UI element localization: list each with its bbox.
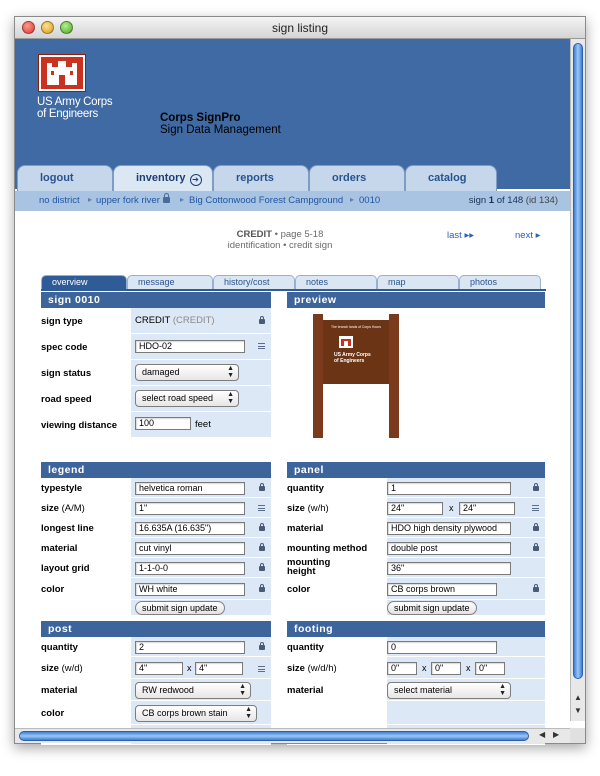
road-speed-select[interactable]: select road speed ▲ ▼	[135, 390, 239, 407]
chevron-right-icon: ▸	[180, 195, 185, 204]
tab-overview[interactable]: overview	[41, 275, 127, 289]
tab-history-cost[interactable]: history/cost	[213, 275, 295, 289]
scroll-left-arrow-icon[interactable]: ◀	[539, 730, 546, 739]
lock-icon	[259, 645, 265, 650]
window-title: sign listing	[271, 21, 329, 35]
scroll-right-arrow-icon[interactable]: ▶	[553, 730, 560, 739]
sign-panel-title: sign 0010	[41, 292, 271, 308]
tab-catalog[interactable]: catalog	[405, 165, 497, 191]
lock-icon	[259, 526, 265, 531]
panel-details-title: panel	[287, 462, 545, 478]
list-icon[interactable]	[258, 666, 265, 672]
post-width-input[interactable]: 4"	[135, 662, 183, 675]
tab-inventory[interactable]: inventory ➔	[113, 165, 213, 191]
legend-submit-button[interactable]: submit sign update	[135, 601, 225, 615]
road-speed-row: road speed select road speed ▲ ▼	[41, 386, 271, 412]
layout-grid-input[interactable]: 1-1-0-0	[135, 562, 245, 575]
main-tabs	[15, 165, 572, 191]
app-name: Corps SignPro Sign Data Management	[160, 112, 281, 136]
legend-size-input[interactable]: 1"	[135, 502, 245, 515]
updown-arrows-icon: ▲ ▼	[227, 391, 234, 405]
post-quantity-input[interactable]: 2	[135, 641, 245, 654]
lock-icon	[259, 546, 265, 551]
preview-logo-line1: US Army Corps	[334, 352, 371, 358]
castle-logo-icon	[39, 55, 85, 91]
list-icon[interactable]	[258, 505, 265, 511]
spec-code-row: spec code HDO-02	[41, 334, 271, 360]
footing-panel-title: footing	[287, 621, 545, 637]
post-depth-input[interactable]: 4"	[195, 662, 243, 675]
panel-width-input[interactable]: 24"	[387, 502, 443, 515]
distance-unit: feet	[195, 419, 211, 430]
sign-counter: sign 1 of 148 (id 134)	[468, 195, 558, 206]
updown-arrows-icon: ▲ ▼	[239, 683, 246, 697]
tab-photos[interactable]: photos	[459, 275, 541, 289]
breadcrumb-project[interactable]: upper fork river	[96, 195, 170, 206]
post-panel: post quantity 2 size (w/d) 4" x 4" material RW redwood ▲ ▼ color CB corps brown stain ▲ ▼	[41, 621, 271, 745]
post-color-select[interactable]: CB corps brown stain ▲ ▼	[135, 705, 257, 722]
panel-height-input[interactable]: 24"	[459, 502, 515, 515]
panel-color-input[interactable]: CB corps brown	[387, 583, 497, 596]
chevron-right-icon: ▸	[350, 195, 355, 204]
footing-panel: footing quantity 0 size (w/d/h) 0" x 0" x 0" material select material ▲ ▼	[287, 621, 545, 745]
lock-icon	[259, 587, 265, 592]
panel-material-input[interactable]: HDO high density plywood	[387, 522, 511, 535]
tab-notes[interactable]: notes	[295, 275, 377, 289]
tab-logout[interactable]: logout	[17, 165, 113, 191]
lock-icon	[259, 566, 265, 571]
tab-map[interactable]: map	[377, 275, 459, 289]
horizontal-scrollbar[interactable]	[15, 728, 572, 743]
scroll-up-arrow-icon[interactable]: ▲	[574, 693, 582, 702]
sign-status-row: sign status damaged ▲ ▼	[41, 360, 271, 386]
post-material-select[interactable]: RW redwood ▲ ▼	[135, 682, 251, 699]
tab-reports[interactable]: reports	[213, 165, 309, 191]
legend-panel-title: legend	[41, 462, 271, 478]
post-panel-title: post	[41, 621, 271, 637]
breadcrumb-site[interactable]: Big Cottonwood Forest Campground	[189, 195, 344, 206]
horizontal-scroll-thumb[interactable]	[19, 731, 529, 741]
footing-depth-input[interactable]: 0"	[431, 662, 461, 675]
chevron-right-icon: ▸	[535, 230, 541, 241]
footing-width-input[interactable]: 0"	[387, 662, 417, 675]
lock-icon	[163, 197, 170, 203]
preview-logo-line2: of Engineers	[334, 358, 365, 364]
viewing-distance-row: viewing distance 100 feet	[41, 412, 271, 438]
sign-type-value: CREDIT (CREDIT)	[135, 315, 215, 326]
footing-material-select[interactable]: select material ▲ ▼	[387, 682, 511, 699]
vertical-scroll-thumb[interactable]	[573, 43, 583, 679]
panel-details: panel quantity 1 size (w/h) 24" x 24" material HDO high density plywood mounting method double post mounting height 36" color CB corps brown submit sign update	[287, 462, 545, 616]
vertical-scrollbar[interactable]	[570, 39, 585, 721]
list-icon[interactable]	[532, 505, 539, 511]
title-bar	[15, 17, 585, 39]
chevron-right-icon: ▸	[88, 195, 93, 204]
updown-arrows-icon: ▲ ▼	[245, 706, 252, 720]
list-icon[interactable]	[258, 343, 265, 349]
tab-orders[interactable]: orders	[309, 165, 405, 191]
preview-small-text: The branch lands of Corps Hours	[331, 325, 381, 329]
record-info: CREDIT • page 5-18 identification • credit sign	[227, 229, 333, 251]
lock-icon	[259, 319, 265, 324]
arrow-right-circle-icon: ➔	[190, 174, 202, 186]
last-link[interactable]: last ▸▸	[447, 230, 474, 241]
updown-arrows-icon: ▲ ▼	[227, 365, 234, 379]
lock-icon	[533, 546, 539, 551]
breadcrumb-district[interactable]: no district	[39, 195, 80, 206]
updown-arrows-icon: ▲ ▼	[499, 683, 506, 697]
longest-line-input[interactable]: 16.635A (16.635")	[135, 522, 245, 535]
legend-color-input[interactable]: WH white	[135, 583, 245, 596]
lock-icon	[259, 486, 265, 491]
scroll-down-arrow-icon[interactable]: ▼	[574, 706, 582, 715]
viewing-distance-input[interactable]: 100	[135, 417, 191, 430]
sign-panel	[41, 292, 271, 438]
double-chevron-right-icon: ▸▸	[464, 230, 474, 241]
footing-quantity-input[interactable]: 0	[387, 641, 497, 654]
mounting-method-input[interactable]: double post	[387, 542, 511, 555]
panel-submit-button[interactable]: submit sign update	[387, 601, 477, 615]
next-link[interactable]: next ▸	[515, 230, 541, 241]
legend-material-input[interactable]: cut vinyl	[135, 542, 245, 555]
preview-panel	[287, 292, 545, 308]
lock-icon	[533, 587, 539, 592]
panel-quantity-input[interactable]: 1	[387, 482, 511, 495]
browser-window	[14, 16, 586, 744]
footing-height-input[interactable]: 0"	[475, 662, 505, 675]
resize-grip-icon[interactable]	[570, 728, 585, 743]
breadcrumb	[15, 191, 572, 211]
typestyle-input[interactable]: helvetica roman	[135, 482, 245, 495]
preview-panel-title: preview	[287, 292, 545, 308]
mounting-height-input[interactable]: 36"	[387, 562, 511, 575]
sign-type-row: sign type CREDIT (CREDIT)	[41, 308, 271, 334]
sign-preview-image	[313, 314, 399, 438]
lock-icon	[533, 526, 539, 531]
legend-panel: legend typestyle helvetica roman size (A/M) 1" longest line 16.635A (16.635") material cut vinyl layout grid 1-1-0-0 color WH white submit sign update	[41, 462, 271, 616]
breadcrumb-sign[interactable]: 0010	[359, 195, 381, 206]
tab-message[interactable]: message	[127, 275, 213, 289]
tab-underline	[41, 289, 546, 291]
page-content	[15, 39, 572, 730]
sign-status-select[interactable]: damaged ▲ ▼	[135, 364, 239, 381]
spec-code-input[interactable]: HDO-02	[135, 340, 245, 353]
lock-icon	[533, 486, 539, 491]
org-name: US Army Corps of Engineers	[37, 96, 113, 120]
